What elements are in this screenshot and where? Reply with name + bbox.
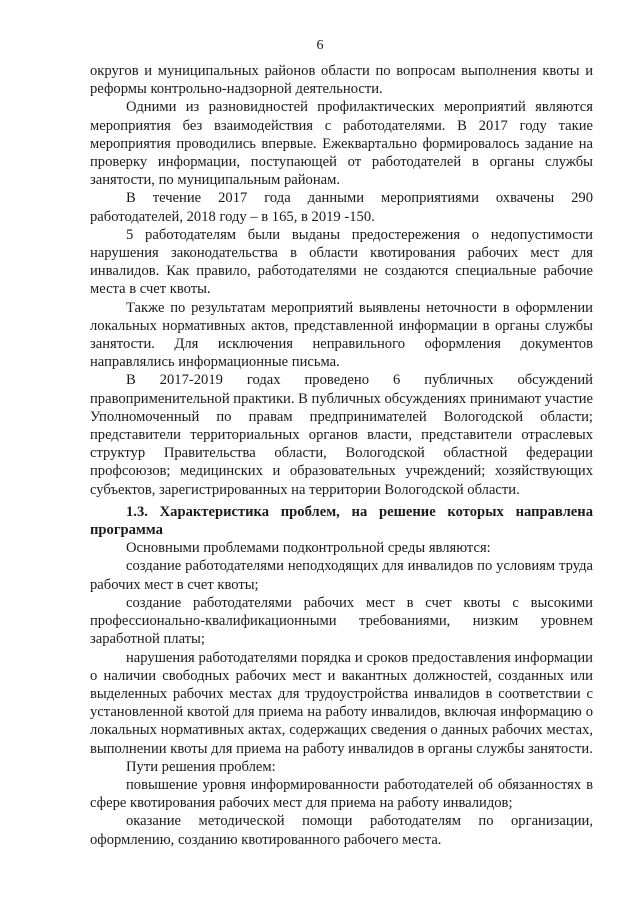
paragraph: Одними из разновидностей профилактических мероприятий являются мероприятия без взаимодействия с работодателями. В 2017 году такие мероприятия проводились впервые. Ежеквартально формировалось задание на проверку информации, поступающей от работодателей в органы службы занятости, по муниципальным районам. xyxy=(90,99,593,189)
paragraph: Пути решения проблем: xyxy=(126,758,276,775)
paragraph: Основными проблемами подконтрольной среды являются: xyxy=(126,540,491,557)
list-item: повышение уровня информированности работодателей об обязанностях в сфере квотирования рабочих мест для приема на работу инвалидов; xyxy=(90,776,593,812)
document-body xyxy=(90,62,593,849)
page-number: 6 xyxy=(316,38,324,53)
paragraph: В 2017-2019 годах проведено 6 публичных обсуждений правоприменительной практики. В публичных обсуждениях принимают участие Уполномоченный по правам предпринимателей Вологодской области; представители территориальных органов власти, представители отраслевых структур Правительства области, Вологодской областной федерации профсоюзов; медицинских и образовательных учреждений; хозяйствующих субъектов, зарегистрированных на территории Вологодской области. xyxy=(90,372,594,498)
paragraph: В течение 2017 года данными мероприятиями охвачены 290 работодателей, 2018 году – в 165, в 2019 -150. xyxy=(90,190,593,225)
paragraph: Также по результатам мероприятий выявлены неточности в оформлении локальных нормативных актов, представленной информации в органы службы занятости. Для исключения неправильного оформления документов направлялись информационные письма. xyxy=(90,299,593,371)
section-heading: 1.3. Характеристика проблем, на решение которых направлена программа xyxy=(90,503,593,539)
list-item: нарушения работодателями порядка и сроков предоставления информации о наличии свободных рабочих мест и вакантных должностей, созданных или выделенных рабочих местах для трудоустройства инвалидов в соответствии с установленной квотой для приема на работу инвалидов, включая информацию о локальных нормативных актах, содержащих сведения о данных рабочих местах, выполнении квоты для приема на работу инвалидов в органы службы занятости. xyxy=(90,649,593,757)
list-item: создание работодателями рабочих мест в счет квоты с высокими профессионально-квалификационными требованиями, низким уровнем заработной платы; xyxy=(90,594,593,648)
list-item: оказание методической помощи работодателям по организации, оформлению, созданию квотированного рабочего места. xyxy=(90,813,593,848)
paragraph: округов и муниципальных районов области по вопросам выполнения квоты и реформы контрольно-надзорной деятельности. xyxy=(90,63,593,98)
paragraph: 5 работодателям были выданы предостережения о недопустимости нарушения законодательства в области квотирования рабочих мест для инвалидов. Как правило, работодателями не создаются специальные рабочие места в счет квоты. xyxy=(90,226,593,298)
list-item: создание работодателями неподходящих для инвалидов по условиям труда рабочих мест в счет квоты; xyxy=(90,558,593,593)
